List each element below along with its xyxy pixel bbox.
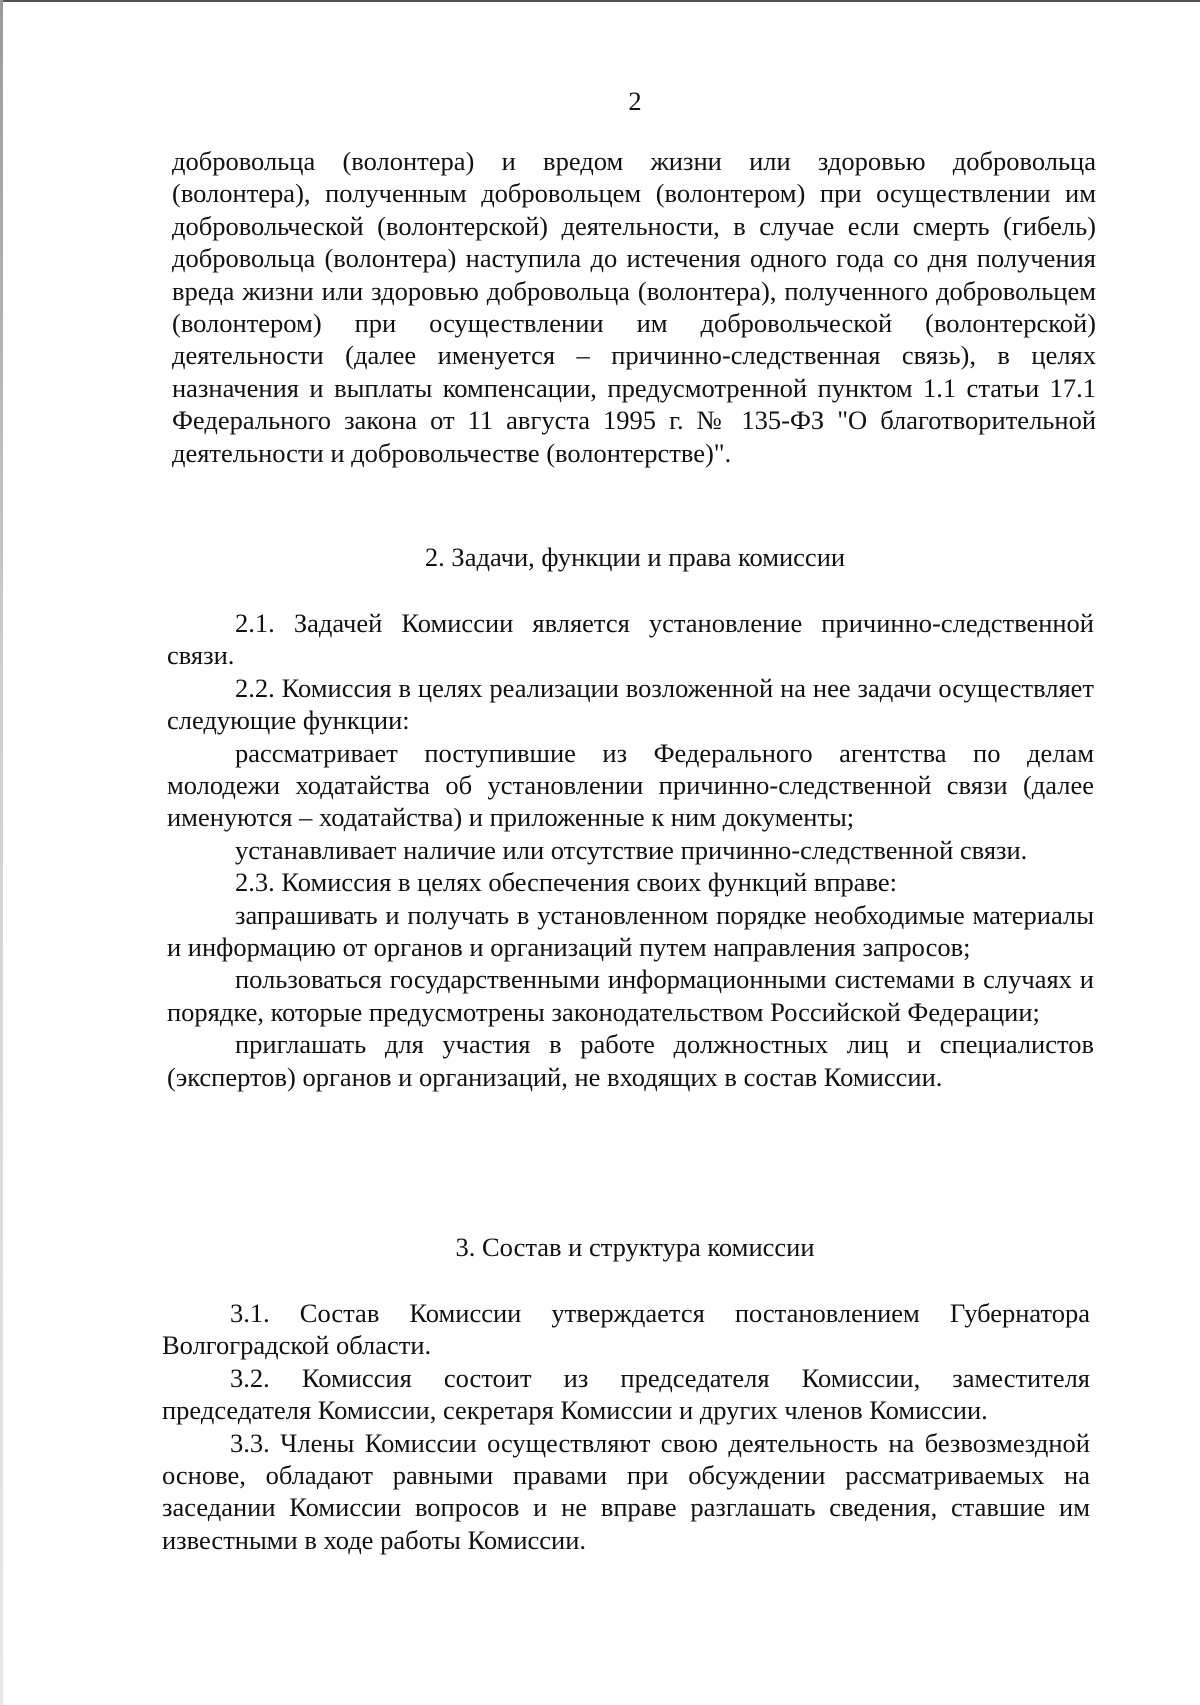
- right-use-information-systems: пользоваться государственными информационными системами в случаях и порядке, которые предусмотрены законодательством Российской Федерации;: [167, 964, 1094, 1027]
- paragraph-2-2: 2.2. Комиссия в целях реализации возложенной на нее задачи осуществляет следующие функции:: [167, 672, 1094, 736]
- paragraph-3-3: 3.3. Члены Комиссии осуществляют свою деятельность на безвозмездной основе, обладают равными правами при обсуждении рассматриваемых на заседании Комиссии вопросов и не вправе разглашать сведения, ставшие им известными в ходе работы Комиссии.: [162, 1427, 1090, 1555]
- section-3-heading: 3. Состав и структура комиссии: [455, 1232, 815, 1262]
- scan-edge-left: [0, 0, 3, 1705]
- section-2-body: [167, 607, 1094, 1093]
- page-number: 2: [628, 86, 642, 116]
- section-3-body: [162, 1297, 1090, 1556]
- function-establish-link: устанавливает наличие или отсутствие причинно-следственной связи.: [235, 834, 1028, 865]
- intro-block: [172, 145, 1096, 469]
- section-2-heading: 2. Задачи, функции и права комиссии: [424, 542, 846, 572]
- right-request-materials: запрашивать и получать в установленном порядке необходимые материалы и информацию от органов и организаций путем направления запросов;: [167, 899, 1094, 963]
- right-invite-experts: приглашать для участия в работе должностных лиц и специалистов (экспертов) органов и организаций, не входящих в состав Комиссии.: [167, 1029, 1094, 1092]
- paragraph-2-3: 2.3. Комиссия в целях обеспечения своих функций вправе:: [235, 867, 898, 898]
- scan-edge-top: [0, 0, 1200, 2]
- intro-paragraph: добровольца (волонтера) и вредом жизни или здоровью добровольца (волонтера), полученным добровольцем (волонтером) при осуществлении им добровольческой (волонтерской) деятельности, в случае если смерть (гибель) добровольца (волонтера) наступила до истечения одного года со дня получения вреда жизни или здоровью добровольца (волонтера), полученного добровольцем (волонтером) при осуществлении им добровольческой (волонтерской) деятельности (далее именуется – причинно-следственная связь), в целях назначения и выплаты компенсации, предусмотренной пунктом 1.1 статьи 17.1 Федерального закона от 11 августа 1995 г. № 135-ФЗ "О благотворительной деятельности и добровольчестве (волонтерстве)".: [172, 146, 1096, 468]
- paragraph-2-1: 2.1. Задачей Комиссии является установление причинно-следственной связи.: [167, 608, 1094, 671]
- paragraph-3-1: 3.1. Состав Комиссии утверждается постановлением Губернатора Волгоградской области.: [162, 1298, 1090, 1361]
- function-review-petitions: рассматривает поступившие из Федерального агентства по делам молодежи ходатайства об установлении причинно-следственной связи (далее именуются – ходатайства) и приложенные к ним документы;: [167, 737, 1094, 833]
- paragraph-3-2: 3.2. Комиссия состоит из председателя Комиссии, заместителя председателя Комиссии, секретаря Комиссии и других членов Комиссии.: [162, 1362, 1090, 1426]
